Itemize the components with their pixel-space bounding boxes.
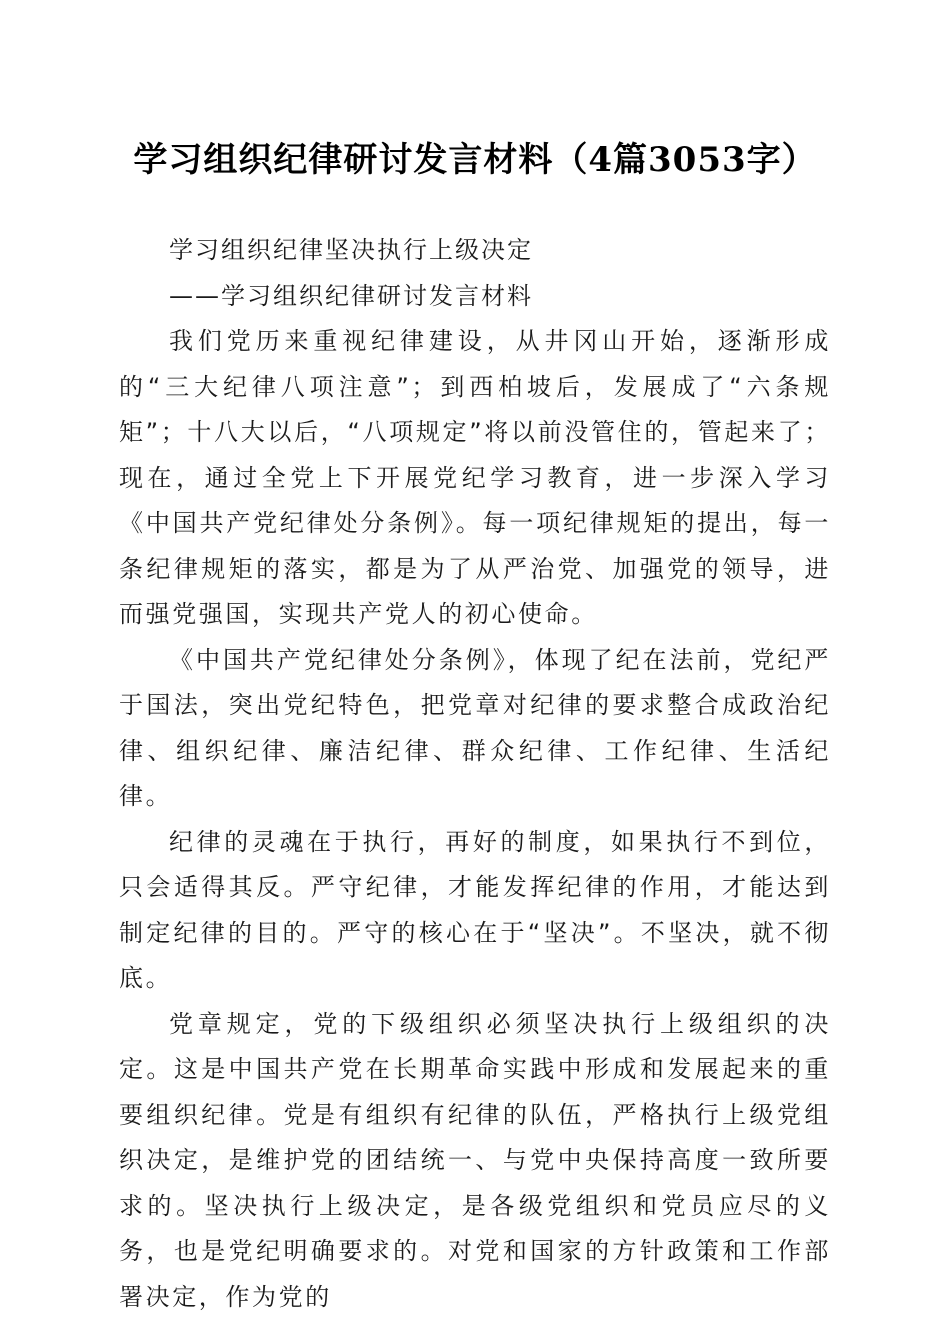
paragraph-2: 《中国共产党纪律处分条例》，体现了纪在法前，党纪严于国法，突出党纪特色，把党章对纪律的要求整合成政治纪律、组织纪律、廉洁纪律、群众纪律、工作纪律、生活纪律。 xyxy=(119,645,831,810)
subtitle-sub: ——学习组织纪律研讨发言材料 xyxy=(169,281,533,310)
document-body xyxy=(119,228,831,1320)
paragraph-3: 纪律的灵魂在于执行，再好的制度，如果执行不到位，只会适得其反。严守纪律，才能发挥纪律的作用，才能达到制定纪律的目的。严守的核心在于“坚决”。不坚决，就不彻底。 xyxy=(119,827,831,992)
paragraph-4: 党章规定，党的下级组织必须坚决执行上级组织的决定。这是中国共产党在长期革命实践中形成和发展起来的重要组织纪律。党是有组织有纪律的队伍，严格执行上级党组织决定，是维护党的团结统一、与党中央保持高度一致所要求的。坚决执行上级决定，是各级党组织和党员应尽的义务，也是党纪明确要求的。对党和国家的方针政策和工作部署决定，作为党的 xyxy=(119,1009,831,1311)
subtitle-main: 学习组织纪律坚决执行上级决定 xyxy=(169,236,533,264)
document-title: 学习组织纪律研讨发言材料（4篇3053字） xyxy=(133,140,817,180)
paragraph-1: 我们党历来重视纪律建设，从井冈山开始，逐渐形成的“三大纪律八项注意”；到西柏坡后，发展成了“六条规矩”；十八大以后，“八项规定”将以前没管住的，管起来了；现在，通过全党上下开展党纪学习教育，进一步深入学习《中国共产党纪律处分条例》。每一项纪律规矩的提出，每一条纪律规矩的落实，都是为了从严治党、加强党的领导，进而强党强国，实现共产党人的初心使命。 xyxy=(119,327,831,628)
